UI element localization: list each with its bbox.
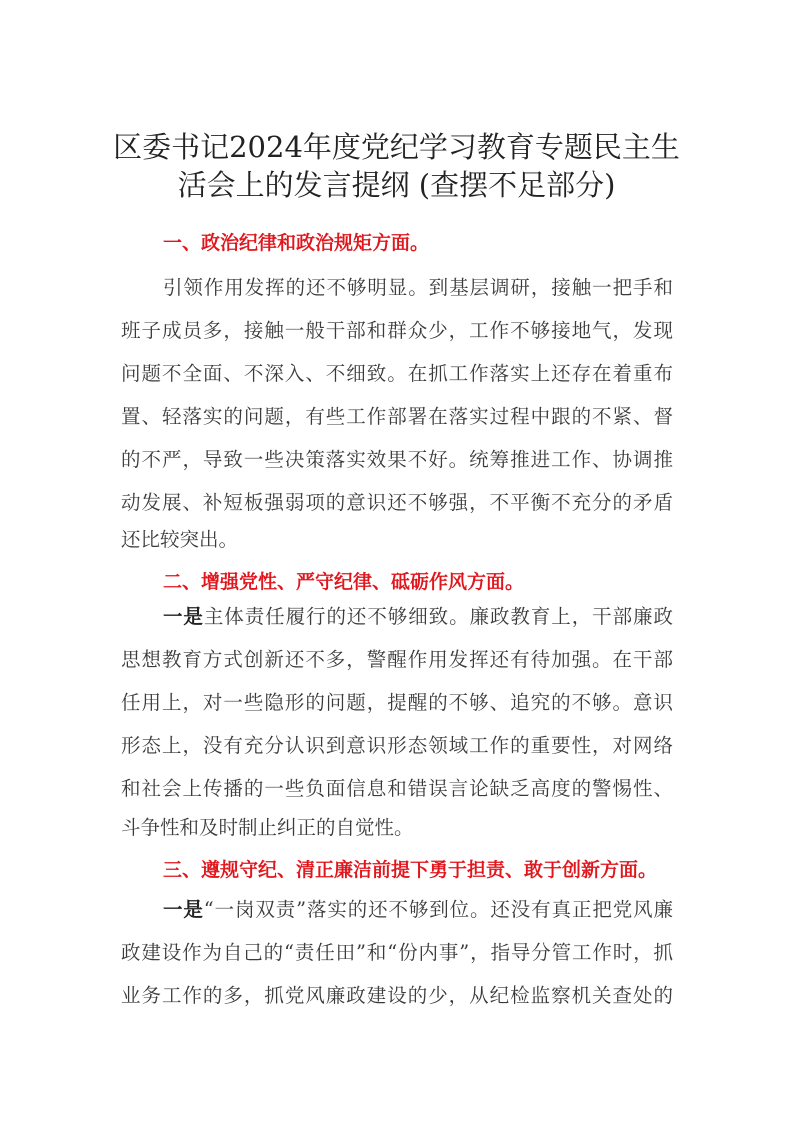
paragraph-line-text: 主体责任履行的还不够细致。廉政教育上，干部廉政	[203, 605, 673, 628]
section-heading-3: 三、遵规守纪、清正廉洁前提下勇于担责、敢于创新方面。	[163, 859, 658, 881]
paragraph-lead: 一是	[163, 605, 204, 628]
paragraph-line	[163, 897, 673, 923]
paragraph-line: 和社会上传播的一些负面信息和错误言论缺乏高度的警惕性、	[121, 777, 673, 800]
paragraph-line: 动发展、补短板强弱项的意识还不够强，不平衡不充分的矛盾	[121, 491, 673, 514]
paragraph-line: 斗争性和及时制止纠正的自觉性。	[121, 816, 414, 839]
paragraph-line-text: “一岗双责”落实的还不够到位。还没有真正把党风廉	[203, 898, 673, 921]
paragraph-line: 问题不全面、不深入、不细致。在抓工作落实上还存在着重布	[121, 362, 673, 385]
paragraph-line: 班子成员多，接触一般干部和群众少，工作不够接地气，发现	[121, 319, 673, 342]
paragraph-line: 置、轻落实的问题，有些工作部署在落实过程中跟的不紧、督	[121, 405, 673, 428]
paragraph-line: 思想教育方式创新还不多，警醒作用发挥还有待加强。在干部	[121, 648, 673, 671]
paragraph-line	[163, 604, 673, 630]
paragraph-line: 还比较突出。	[121, 528, 239, 551]
paragraph-lead: 一是	[163, 898, 204, 921]
paragraph-line: 形态上，没有充分认识到意识形态领域工作的重要性，对网络	[121, 734, 673, 757]
document-title-line-1: 区委书记2024年度党纪学习教育专题民主生	[113, 130, 680, 164]
paragraph-line: 的不严，导致一些决策落实效果不好。统筹推进工作、协调推	[121, 448, 673, 471]
paragraph-line: 引领作用发挥的还不够明显。到基层调研，接触一把手和	[163, 276, 673, 299]
paragraph-line: 业务工作的多，抓党风廉政建设的少，从纪检监察机关查处的	[121, 984, 673, 1007]
section-heading-1: 一、政治纪律和政治规矩方面。	[163, 232, 430, 254]
document-title-line-2: 活会上的发言提纲 (查摆不足部分)	[177, 168, 616, 202]
paragraph-line: 任用上，对一些隐形的问题，提醒的不够、追究的不够。意识	[121, 691, 673, 714]
section-heading-2: 二、增强党性、严守纪律、砥砺作风方面。	[163, 571, 525, 593]
paragraph-line: 政建设作为自己的“责任田”和“份内事”，指导分管工作时，抓	[121, 941, 673, 964]
